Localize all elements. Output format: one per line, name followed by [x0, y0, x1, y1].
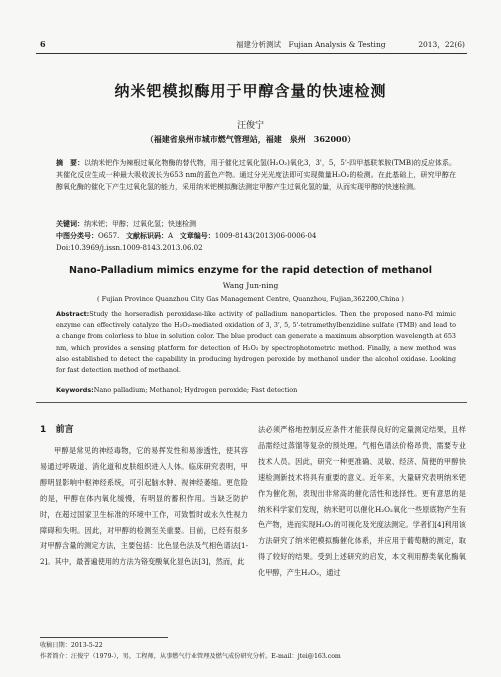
abstract-en [56, 309, 456, 376]
keywords-cn [56, 218, 456, 230]
abstract-cn-label: 摘 要： [56, 159, 85, 167]
body-column-right [258, 422, 466, 581]
keywords-cn-label: 关键词： [56, 220, 84, 228]
clc-label: 中图分类号： [56, 232, 98, 240]
section-number: 1 [40, 425, 47, 435]
keywords-cn-text: 纳米钯；甲醇；过氧化氢；快速检测 [84, 220, 196, 228]
body-column-left [40, 418, 248, 570]
running-header [36, 38, 467, 52]
article-id-label: 文章编号： [179, 232, 215, 240]
journal-name: 福建分析测试 Fujian Analysis & Testing [236, 40, 386, 49]
body-paragraph-left: 甲醇是常见的神经毒物，它的易挥发性和易渗透性，使其容易通过呼吸道、消化道和皮肤组织进入人体。临床研究表明，甲醇明显影响中枢神经系统，可引起脑水肿、视神经萎缩。更危险的是，甲醇在体内氧化缓慢，有明显的蓄积作用。当缺乏防护时，在超过国家卫生标准的环境中工作，可致暂时或永久性视力障碍和失明。因此，对甲醇的检测至关重要。目前，已经有很多对甲醇含量的测定方法，主要包括：比色显色法及气相色谱法[1-2]。其中，最普遍使用的方法为铬变酸氧化显色法[3]，然而，此 [40, 446, 248, 567]
keywords-en-text: Nano palladium; Methanol; Hydrogen peroxide; Fast detection [93, 386, 298, 394]
section-heading [40, 423, 248, 437]
author-en: Wang Jun-ning [222, 281, 279, 290]
doc-code-value: A [168, 232, 174, 240]
journal-issue: 2013，22(6) [418, 40, 465, 49]
abstract-en-label: Abstract: [56, 310, 90, 318]
footnote-rule [40, 637, 168, 638]
page-number: 6 [40, 39, 46, 49]
section-title: 前言 [55, 425, 74, 435]
abstract-en-text: Study the horseradish peroxidase-like activity of palladium nanoparticles. Then the proposed nano-Pd mimic enzyme can effectively catalyze the H₂O₂-mediated oxidation of 3, 3', 5, 5'-tetramethylbenzidine sulfate (TMB) and lead to a change from colorless to blue in solution color. The blue product can generate a maximum absorption wavelength at 653 nm, which provides a sensing platform for detection of H₂O₂ by spectrophotometric method. Finally, a new method was also established to detect the capability in producing hydrogen peroxide by methanol under the alcohol oxidase. Looking for fast detection method of methanol. [56, 310, 456, 375]
doi-line: Doi:10.3969/j.issn.1009-8143.2013.06.02 [56, 244, 203, 252]
keywords-en [56, 386, 456, 394]
clc-value: O657. [98, 232, 120, 240]
article-id-value: 1009-8143(2013)06-0006-04 [214, 232, 317, 240]
article-meta-cn [56, 218, 456, 254]
header-rule [36, 53, 467, 54]
footnotes [40, 640, 470, 662]
author-bio: 作者简介：汪俊宁（1979-），男，工程师，从事燃气行业管理及燃气成份研究分析。E-mail：jtei@163.com [40, 653, 341, 660]
classification-line [56, 230, 456, 242]
abstract-cn [56, 158, 456, 193]
author-cn: 汪俊宁 [236, 121, 264, 131]
article-title-en: Nano-Palladium mimics enzyme for the rapid detection of methanol [69, 265, 432, 276]
received-date: 收稿日期：2013-5-22 [40, 642, 103, 649]
body-paragraph-right: 法必须严格地控制反应条件才能获得良好的定量测定结果，且样品需经过蒸馏等复杂的预处理。气相色谱法价格昂贵，需要专业技术人员。因此，研究一种更准确、灵敏、经济、简便的甲醇快速检测新技术将具有重要的意义。近年来，大量研究表明纳米钯作为催化剂，表现出非常高的催化活性和选择性。更有意思的是纳米科学家们发现，纳米钯可以催化H₂O₂氧化一些原底物产生有色产物，进而实现H₂O₂的可视化及光度法测定。学者们[4]利用该方法研究了纳米钯模拟酶催化体系，并应用于葡萄糖的测定，取得了较好的结果。受到上述研究的启发，本文利用醇类氧化酶氧化甲醇，产生H₂O₂，通过 [258, 425, 466, 578]
affiliation-cn: （福建省泉州市城市燃气管理站，福建 泉州 362000） [145, 134, 356, 144]
section-divider [36, 402, 467, 403]
article-title-cn: 纳米钯模拟酶用于甲醇含量的快速检测 [114, 82, 387, 100]
keywords-en-label: Keywords: [56, 386, 94, 394]
abstract-cn-text: 以纳米钯作为辣根过氧化物酶的替代物，用于催化过氧化氢(H₂O₂)氧化3，3'，5，5'-四甲基联苯胺(TMB)的反应体系。其催化反应生成一种最大吸收波长为653 nm的蓝色产物。通过分光光度法即可实现微量H₂O₂的检测。在此基础上，研究甲醇在醇氧化酶的催化下产生过氧化氢的能力，采用纳米钯模拟酶法测定甲醇产生过氧化氢的量，从而实现甲醇的快速检测。 [56, 159, 456, 191]
doc-code-label: 文献标识码： [126, 232, 169, 240]
affiliation-en: ( Fujian Province Quanzhou City Gas Management Centre, Quanzhou, Fujian,362200,China ) [97, 295, 404, 303]
